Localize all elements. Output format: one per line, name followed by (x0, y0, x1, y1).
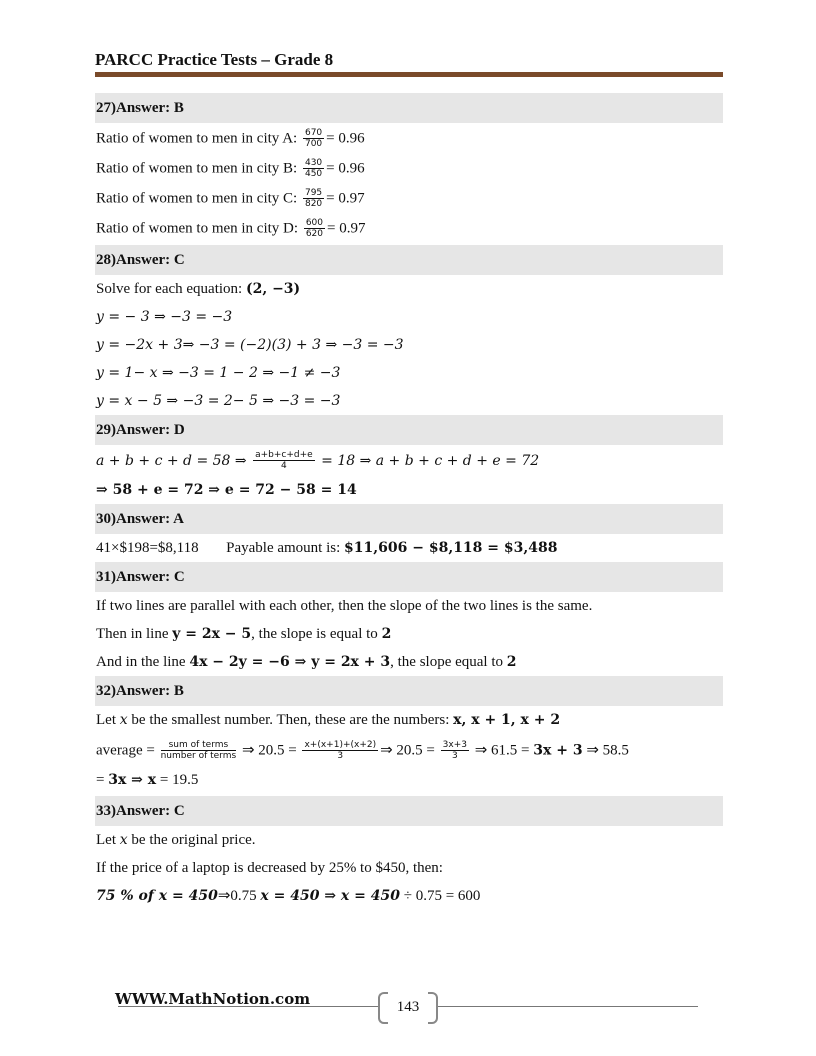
q32-line-1 (95, 706, 723, 734)
answer-32-header: 32)Answer: B (95, 676, 723, 706)
q31-line-3 (95, 648, 723, 676)
q28-line-4: y = x − 5 ⇒ −3 = 2− 5 ⇒ −3 = −3 (96, 393, 341, 409)
answer-28-header: 28)Answer: C (95, 245, 723, 275)
q28-point: (2, −3) (245, 281, 301, 297)
q31-line2-a: Then in line (96, 626, 173, 642)
footer-site: WWW.MathNotion.com (115, 990, 311, 1008)
q31-line2-b: y = 2x − 5 (172, 626, 252, 642)
q28-intro (95, 275, 723, 303)
q32-line1-c: be the smallest number. Then, these are the numbers: (127, 712, 454, 728)
q33-line1-a: Let (96, 832, 120, 848)
q33-line1-b: x (119, 832, 128, 848)
q33-line-2: If the price of a laptop is decreased by 25% to $450, then: (96, 860, 443, 876)
q32-mid-1: ⇒ 20.5 = (238, 742, 301, 759)
q32-line1-a: Let (96, 712, 120, 728)
q27-row-a-fraction: $\frac{670}{700}$ (304, 128, 323, 149)
q32-line1-d: x, x + 1, x + 2 (453, 712, 561, 728)
q27-row-d-fraction: $\frac{600}{620}$ (305, 218, 323, 239)
q30-line (95, 534, 723, 562)
q32-mid-4: ⇒ 58.5 (582, 742, 629, 759)
q32-mid-3b: 3x + 3 (533, 742, 583, 759)
q31-line2-d: 2 (381, 626, 392, 642)
q29-line1-part-a: a + b + c + d = 58 ⇒ (96, 453, 252, 469)
q32-fraction-3: $\frac{3x+3}{3}$ (442, 740, 467, 761)
q32-mid-2: ⇒ 20.5 = (380, 742, 439, 759)
q33-line1-c: be the original price. (127, 832, 256, 848)
q30-calc: 41×$198=$8,118 (96, 540, 199, 556)
q27-row-c-result: = 0.97 (326, 190, 365, 207)
q32-line-2 (95, 734, 723, 766)
q32-line1-b: x (119, 712, 128, 728)
page-bracket-right (428, 992, 438, 1024)
answers-content (95, 93, 723, 910)
q33-line-1 (95, 826, 723, 854)
q27-row-c-text: Ratio of women to men in city C: (96, 190, 298, 207)
q27-row-c (95, 184, 723, 214)
q31-line3-b: 4x − 2y = −6 ⇒ y = 2x + 3 (189, 654, 391, 670)
answer-31-header: 31)Answer: C (95, 562, 723, 592)
q27-row-b-result: = 0.96 (326, 160, 365, 177)
answer-27-header: 27)Answer: B (95, 93, 723, 123)
q29-line-1 (95, 445, 723, 476)
q29-line-2: ⇒ 58 + e = 72 ⇒ e = 72 − 58 = 14 (96, 482, 357, 498)
q33-line3-c: x = 450 ⇒ x = 450 (260, 888, 400, 904)
q27-row-b-text: Ratio of women to men in city B: (96, 160, 298, 177)
q27-row-a (95, 123, 723, 154)
answer-29-header: 29)Answer: D (95, 415, 723, 445)
q31-line-2 (95, 620, 723, 648)
q32-mid-3: ⇒ 61.5 = (470, 742, 534, 759)
q32-line3-b: 3x ⇒ x (108, 772, 157, 788)
answer-30-header: 30)Answer: A (95, 504, 723, 534)
q27-row-b-fraction: $\frac{430}{450}$ (304, 158, 323, 179)
q31-line-1: If two lines are parallel with each other, then the slope of the two lines is the same. (96, 598, 593, 614)
q33-line3-b: ⇒0.75 (217, 888, 261, 904)
q28-line-3: y = 1− x ⇒ −3 = 1 − 2 ⇒ −1 ≠ −3 (96, 365, 341, 381)
page-number-box (378, 992, 438, 1022)
q31-line3-c: , the slope equal to (390, 654, 507, 670)
q28-intro-text: Solve for each equation: (96, 281, 246, 297)
q33-line3-a: 75 % of x = 450 (96, 888, 218, 904)
q27-row-d-result: = 0.97 (327, 220, 366, 237)
q32-line-3 (95, 766, 723, 796)
q27-row-a-result: = 0.96 (326, 130, 365, 147)
q28-line-2: y = −2x + 3⇒ −3 = (−2)(3) + 3 ⇒ −3 = −3 (96, 337, 404, 353)
q27-row-d (95, 214, 723, 245)
q30-payable-value: $11,606 − $8,118 = $3,488 (344, 540, 558, 556)
q33-line-3 (95, 882, 723, 910)
q31-line2-c: , the slope is equal to (251, 626, 382, 642)
page-header-title: PARCC Practice Tests – Grade 8 (95, 50, 334, 69)
header-rule (95, 72, 723, 77)
q31-line3-d: 2 (506, 654, 517, 670)
q32-fraction-1: $\frac{\text{sum of terms}}{\text{number of terms}}$ (160, 740, 237, 761)
q32-avg-label: average = (96, 742, 159, 759)
q27-row-a-text: Ratio of women to men in city A: (96, 130, 298, 147)
q32-fraction-2: $\frac{x+(x+1)+(x+2)}{3}$ (304, 740, 377, 761)
q27-row-b (95, 154, 723, 184)
q27-row-c-fraction: $\frac{795}{820}$ (304, 188, 323, 209)
page-number: 143 (396, 999, 420, 1015)
q32-line3-c: = 19.5 (156, 772, 199, 788)
answer-33-header: 33)Answer: C (95, 796, 723, 826)
q31-line3-a: And in the line (96, 654, 190, 670)
q29-line1-part-b: = 18 ⇒ a + b + c + d + e = 72 (316, 453, 540, 469)
q29-fraction: $\frac{a+b+c+d+e}{4}$ (255, 450, 313, 471)
q32-line3-a: = (96, 772, 109, 788)
q30-payable-label: Payable amount is: (226, 540, 345, 556)
q33-line3-d: ÷ 0.75 = 600 (399, 888, 481, 904)
page-bracket-left (378, 992, 388, 1024)
q28-line-1: y = − 3 ⇒ −3 = −3 (96, 309, 233, 325)
q27-row-d-text: Ratio of women to men in city D: (96, 220, 299, 237)
